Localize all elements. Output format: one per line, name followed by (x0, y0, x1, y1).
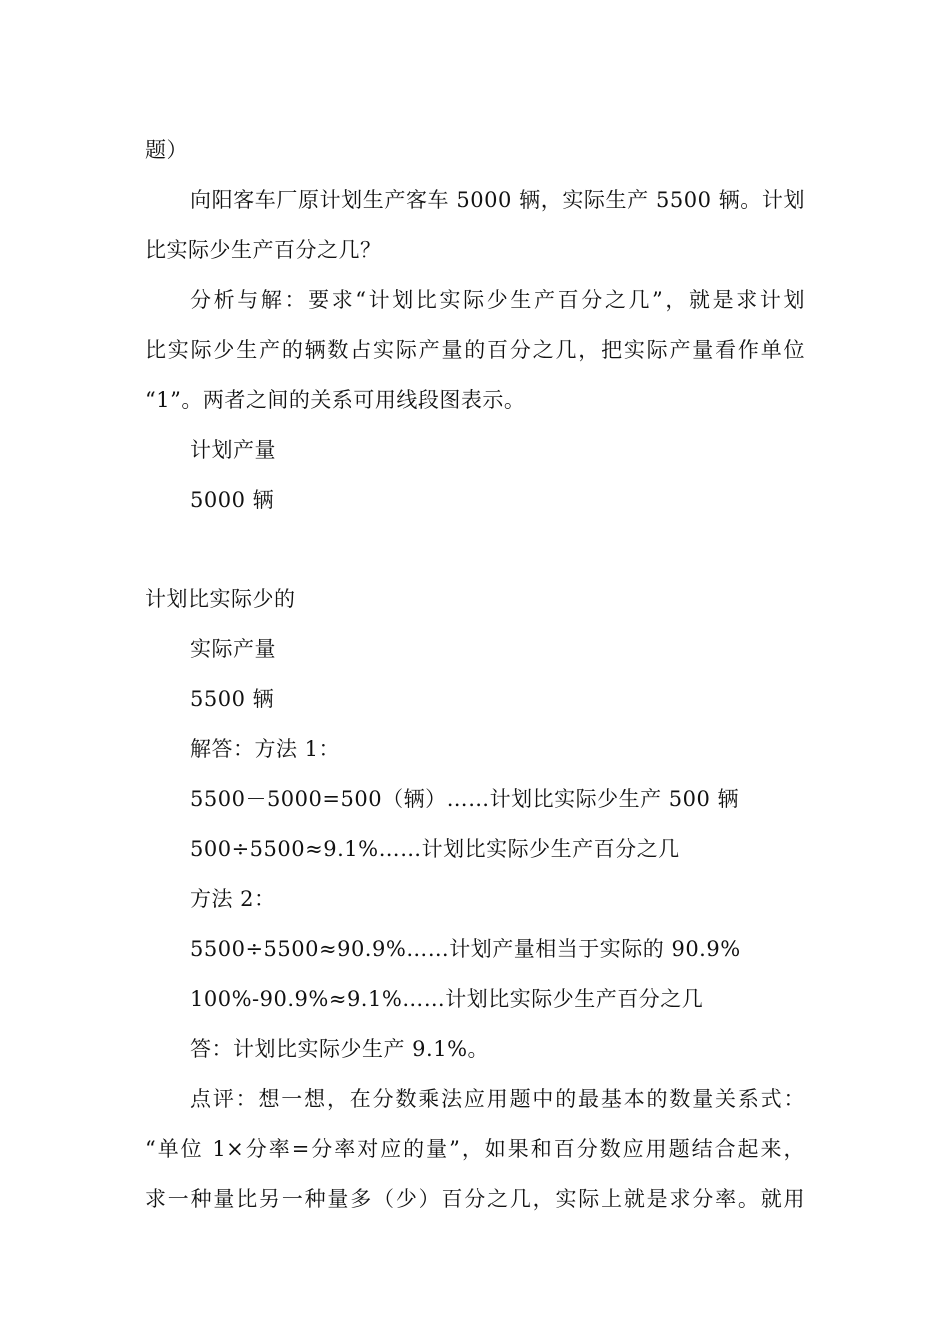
analysis-text: 比实际少生产的辆数占实际产量的百分之几，把实际产量看作单位 (145, 338, 805, 362)
solution-step: 5500－5000=500（辆）……计划比实际少生产 500 辆 (190, 787, 739, 811)
comment-text: “单位 1×分率=分率对应的量”，如果和百分数应用题结合起来， (145, 1137, 805, 1161)
text-line: 题） (145, 138, 188, 162)
solution-heading: 解答：方法 1： (190, 737, 341, 761)
diagram-value-planned: 5000 辆 (190, 488, 275, 512)
diagram-label-actual: 实际产量 (190, 637, 276, 661)
analysis-text: 分析与解：要求“计划比实际少生产百分之几”，就是求计划 (190, 288, 805, 312)
comment-text: 点评：想一想，在分数乘法应用题中的最基本的数量关系式： (190, 1087, 805, 1111)
comment-text: 求一种量比另一种量多（少）百分之几，实际上就是求分率。就用 (145, 1187, 805, 1211)
answer-text: 答：计划比实际少生产 9.1%。 (190, 1037, 490, 1061)
solution-step: 500÷5500≈9.1%……计划比实际少生产百分之几 (190, 837, 680, 861)
diagram-label-planned: 计划产量 (190, 438, 276, 462)
diagram-label-difference: 计划比实际少的 (145, 587, 296, 611)
solution-step: 5500÷5500≈90.9%……计划产量相当于实际的 90.9% (190, 937, 741, 961)
problem-text: 比实际少生产百分之几？ (145, 238, 382, 262)
problem-text: 向阳客车厂原计划生产客车 5000 辆，实际生产 5500 辆。计划 (190, 188, 805, 212)
analysis-text: “1”。两者之间的关系可用线段图表示。 (145, 388, 526, 412)
solution-step: 100%-90.9%≈9.1%……计划比实际少生产百分之几 (190, 987, 704, 1011)
solution-heading: 方法 2： (190, 887, 276, 911)
diagram-value-actual: 5500 辆 (190, 687, 275, 711)
